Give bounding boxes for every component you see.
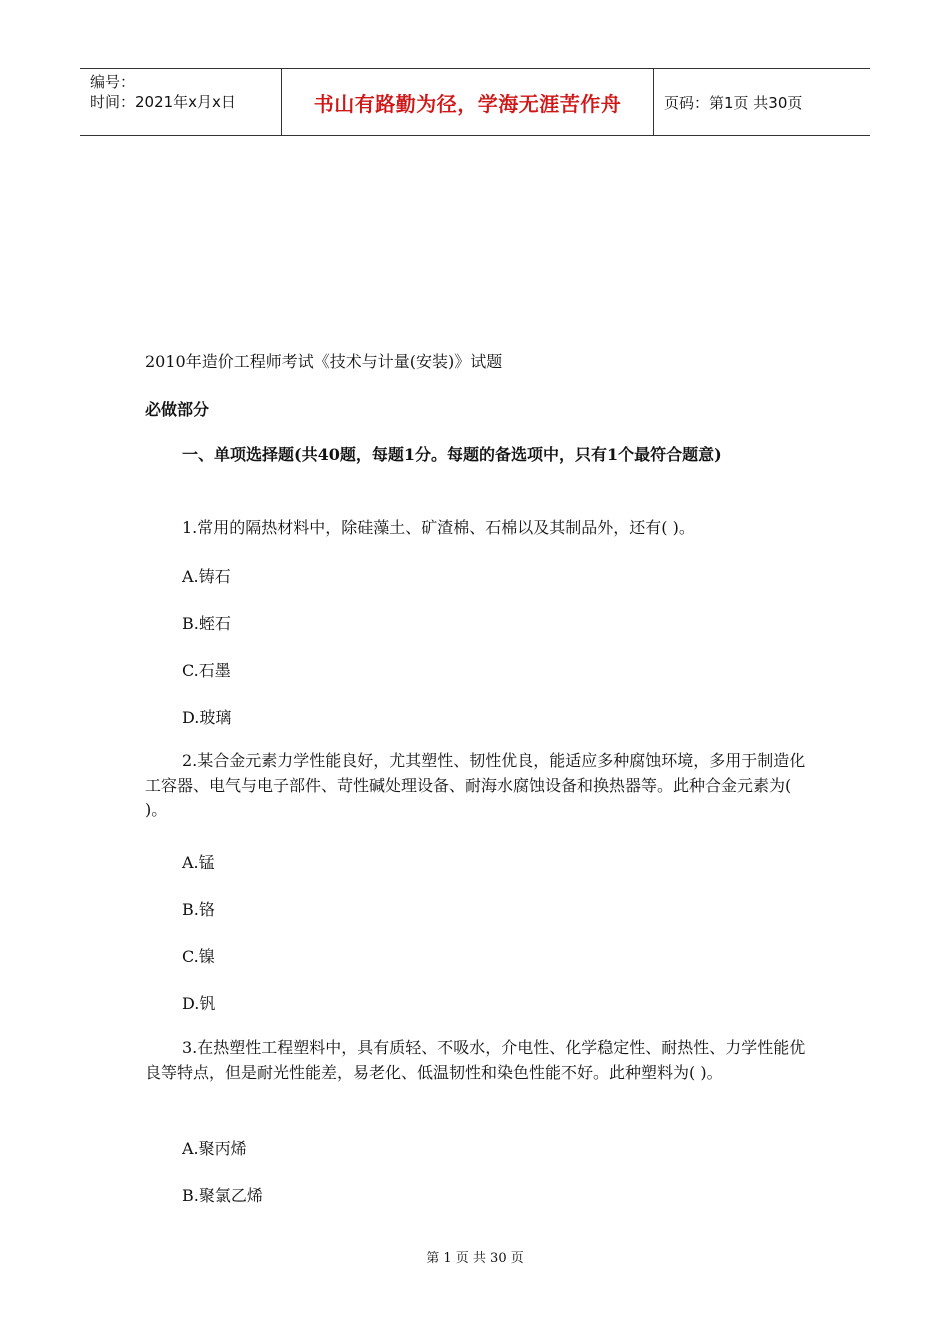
question-3-option-b: B.聚氯乙烯 <box>182 1186 263 1205</box>
header-page-info: 页码：第1页 共30页 <box>664 93 803 112</box>
number-label: 编号： <box>90 73 136 91</box>
document-title: 2010年造价工程师考试《技术与计量(安装)》试题 <box>145 352 503 371</box>
question-1-option-a: A.铸石 <box>182 567 231 586</box>
section-heading: 必做部分 <box>145 400 210 419</box>
question-1-option-d: D.玻璃 <box>182 708 232 727</box>
header-motto: 书山有路勤为径，学海无涯苦作舟 <box>282 69 654 135</box>
header-meta <box>80 69 282 135</box>
question-3-stem: 3.在热塑性工程塑料中，具有质轻、不吸水，介电性、化学稳定性、耐热性、力学性能优良等特点，但是耐光性能差，易老化、低温韧性和染色性能不好。此种塑料为( )。 <box>145 1038 806 1082</box>
question-1-stem: 1.常用的隔热材料中，除硅藻土、矿渣棉、石棉以及其制品外，还有( )。 <box>182 518 695 537</box>
question-2-option-c: C.镍 <box>182 947 215 966</box>
question-2-option-d: D.钒 <box>182 994 216 1013</box>
question-2-option-a: A.锰 <box>182 853 215 872</box>
question-2-stem: 2.某合金元素力学性能良好，尤其塑性、韧性优良，能适应多种腐蚀环境，多用于制造化工容器、电气与电子部件、苛性碱处理设备、耐海水腐蚀设备和换热器等。此种合金元素为( )。 <box>145 751 806 819</box>
page-header <box>80 68 870 136</box>
question-2-option-b: B.铬 <box>182 900 215 919</box>
question-1-option-c: C.石墨 <box>182 661 231 680</box>
question-1-option-b: B.蛭石 <box>182 614 231 633</box>
time-label: 时间：2021年x月x日 <box>90 93 236 111</box>
part-heading: 一、单项选择题(共40题，每题1分。每题的备选项中，只有1个最符合题意) <box>182 445 722 464</box>
page-footer: 第 1 页 共 30 页 <box>426 1251 524 1266</box>
question-3-option-a: A.聚丙烯 <box>182 1139 247 1158</box>
